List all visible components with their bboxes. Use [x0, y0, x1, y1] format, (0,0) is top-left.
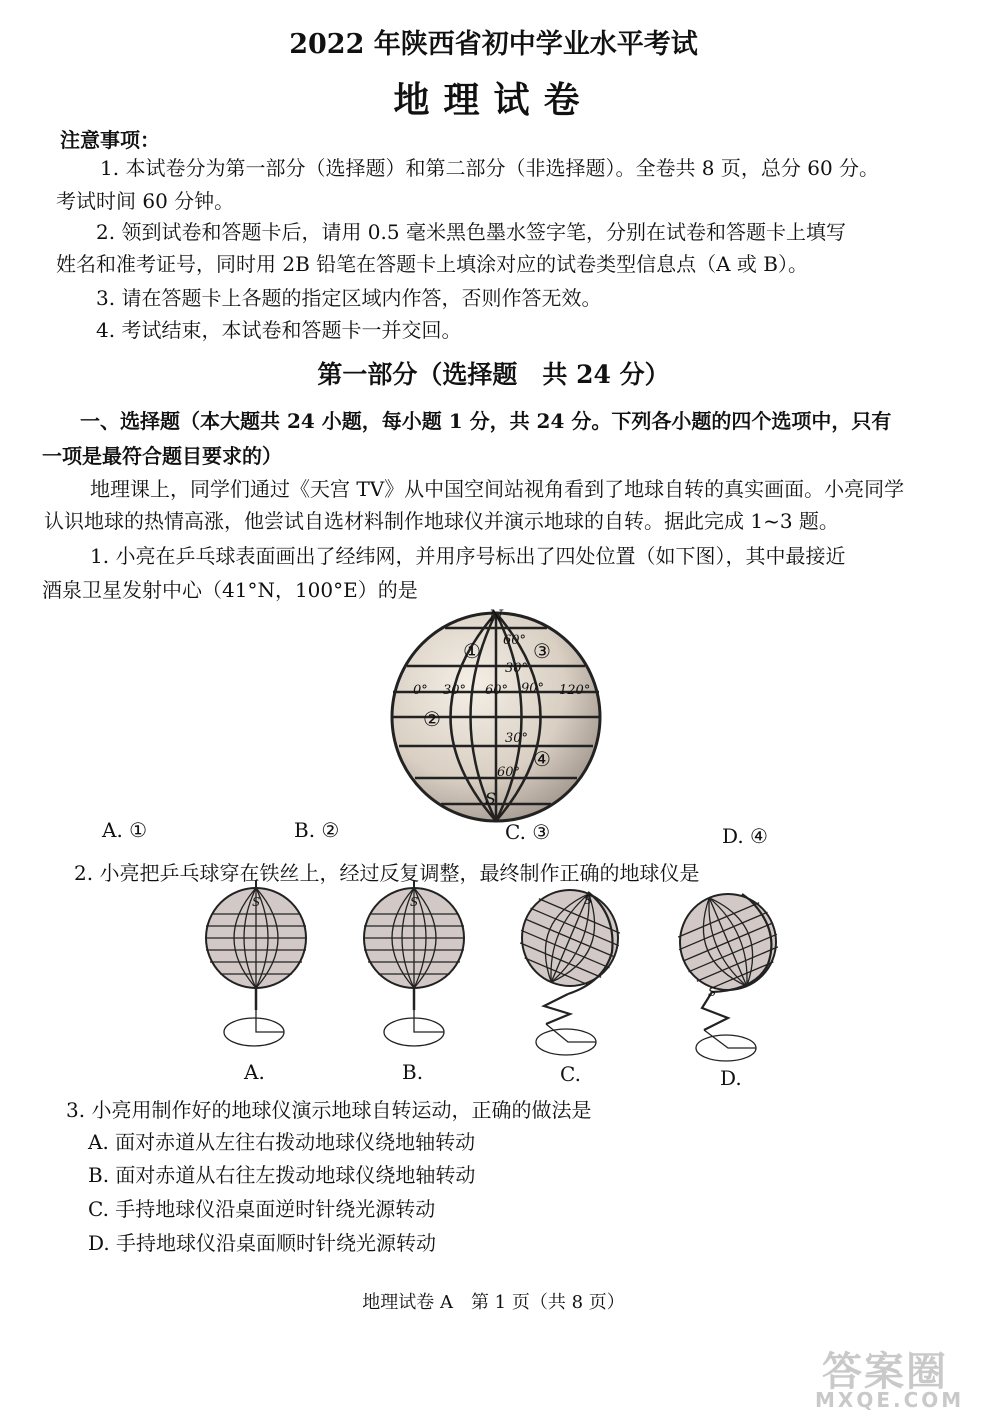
marker-4: ④ — [533, 747, 551, 771]
q3-option-b: B. 面对赤道从右往左拨动地球仪绕地轴转动 — [88, 1163, 476, 1187]
svg-text:S: S — [410, 895, 419, 909]
notice-item-2: 2. 领到试卷和答题卡后，请用 0.5 毫米黑色墨水签字笔，分别在试卷和答题卡上填写 — [96, 220, 846, 244]
part1-instruction-cont: 一项是最符合题目要求的） — [42, 444, 282, 468]
label-lat30s: 30° — [505, 731, 529, 746]
label-north: N — [489, 606, 503, 625]
q1-option-a: A. ① — [102, 818, 148, 842]
label-lon30: 30° — [443, 683, 467, 698]
notice-item-2-cont: 姓名和准考证号，同时用 2B 铅笔在答题卡上填涂对应的试卷类型信息点（A 或 B）。 — [56, 252, 808, 276]
context-line-1: 地理课上，同学们通过《天宫 TV》从中国空间站视角看到了地球自转的真实画面。小亮同学 — [90, 477, 905, 501]
q3-option-d: D. 手持地球仪沿桌面顺时针绕光源转动 — [88, 1231, 437, 1255]
q2-globe-d — [668, 890, 788, 1070]
part1-heading: 第一部分（选择题 共 24 分） — [317, 360, 670, 389]
part1-instruction: 一、选择题（本大题共 24 小题，每小题 1 分，共 24 分。下列各小题的四个选项中，只有 — [80, 409, 892, 433]
watermark-logo: 答案圈 — [822, 1348, 948, 1395]
q1-globe-figure — [385, 606, 607, 828]
label-lon120: 120° — [559, 683, 591, 698]
q1-option-d: D. ④ — [722, 824, 768, 848]
label-lat60s: 60° — [497, 765, 521, 780]
q2-option-a: A. — [244, 1060, 265, 1084]
marker-2: ② — [423, 707, 441, 731]
marker-3: ③ — [533, 639, 551, 663]
watermark-url: MXQE.COM — [815, 1388, 965, 1412]
label-lat30n: 30° — [505, 661, 529, 676]
marker-1: ① — [463, 639, 481, 663]
svg-text:S: S — [708, 985, 717, 999]
q1-option-c: C. ③ — [505, 820, 551, 844]
q2-globe-b — [354, 886, 474, 1056]
q3-option-a: A. 面对赤道从左往右拨动地球仪绕地轴转动 — [88, 1130, 476, 1154]
q2-option-d: D. — [720, 1066, 742, 1090]
svg-text:S: S — [584, 893, 593, 907]
q2-globe-a — [196, 886, 316, 1056]
q1-stem-cont: 酒泉卫星发射中心（41°N，100°E）的是 — [42, 578, 418, 602]
q3-option-c: C. 手持地球仪沿桌面逆时针绕光源转动 — [88, 1197, 436, 1221]
label-lon90: 90° — [521, 681, 545, 696]
notice-item-1: 1. 本试卷分为第一部分（选择题）和第二部分（非选择题）。全卷共 8 页，总分 60 分。 — [100, 156, 880, 180]
notice-item-1-cont: 考试时间 60 分钟。 — [56, 189, 235, 213]
q2-stem: 2. 小亮把乒乓球穿在铁丝上，经过反复调整，最终制作正确的地球仪是 — [74, 861, 700, 885]
q3-stem: 3. 小亮用制作好的地球仪演示地球自转运动，正确的做法是 — [66, 1098, 592, 1122]
subject-title: 地理试卷 — [393, 79, 594, 121]
q1-stem: 1. 小亮在乒乓球表面画出了经纬网，并用序号标出了四处位置（如下图），其中最接近 — [90, 544, 846, 568]
q2-option-b: B. — [402, 1060, 424, 1084]
label-lon0: 0° — [413, 683, 428, 698]
context-line-2: 认识地球的热情高涨，他尝试自选材料制作地球仪并演示地球的自转。据此完成 1~3 题。 — [44, 509, 839, 533]
q1-option-b: B. ② — [294, 818, 340, 842]
label-lat60n: 60° — [503, 633, 527, 648]
label-lon60: 60° — [485, 683, 509, 698]
q2-globe-c — [508, 886, 628, 1066]
exam-title: 2022 年陕西省初中学业水平考试 — [289, 29, 698, 60]
page-footer: 地理试卷 A 第 1 页（共 8 页） — [362, 1292, 625, 1313]
q2-option-c: C. — [560, 1062, 581, 1086]
svg-text:S: S — [252, 895, 261, 909]
notice-item-4: 4. 考试结束，本试卷和答题卡一并交回。 — [96, 318, 462, 342]
label-south: S — [485, 789, 496, 808]
notice-heading: 注意事项： — [60, 128, 160, 152]
notice-item-3: 3. 请在答题卡上各题的指定区域内作答，否则作答无效。 — [96, 286, 602, 310]
